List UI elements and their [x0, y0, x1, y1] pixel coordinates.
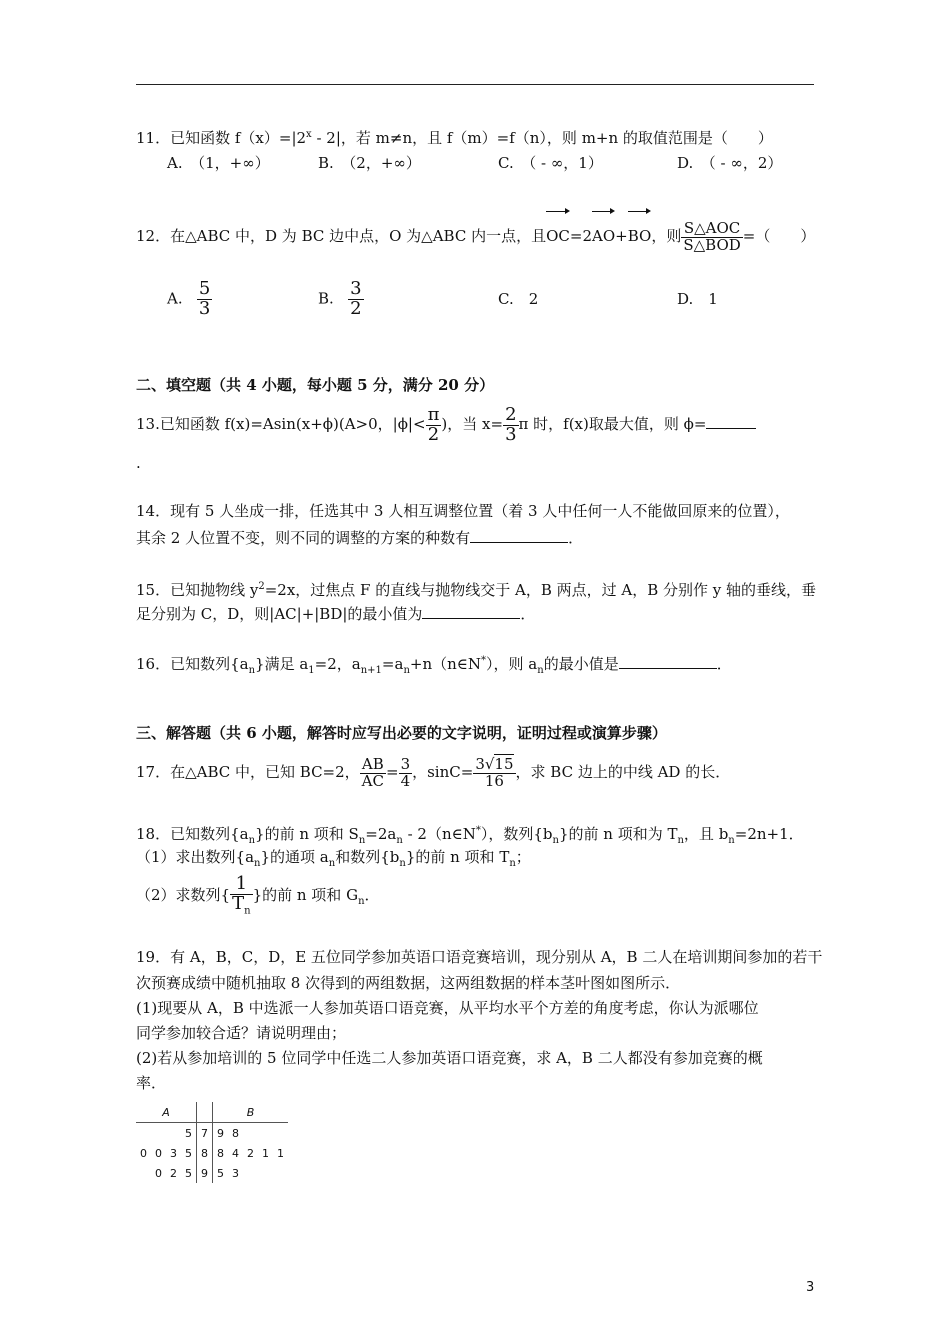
fraction-denominator: 3	[198, 297, 211, 319]
leaf-b	[243, 1123, 258, 1144]
q12-eq: =2	[569, 227, 593, 245]
q15-tail: ．	[520, 605, 536, 623]
q12-text: 在△ABC 中，D 为 BC 边中点，O 为△ABC 内一点，且	[170, 227, 547, 245]
q14-line-1: 14．现有 5 人坐成一排，任选其中 3 人相互调整位置（着 3 人中任何一人不能做回原来的位置），	[136, 502, 790, 520]
leaf-b: 1	[277, 1146, 284, 1160]
leaf-a	[136, 1123, 151, 1144]
q17-text: 17．在△ABC 中，已知 BC=2，	[136, 763, 360, 781]
fraction-denominator: AC	[361, 771, 384, 790]
q18-sub: n	[399, 858, 406, 869]
section-heading-fill-in: 二、填空题（共 4 小题，每小题 5 分，满分 20 分）	[136, 376, 495, 394]
q16-part: +n（n∈N	[409, 655, 482, 673]
answer-blank	[422, 604, 520, 619]
option-label: B.	[318, 289, 334, 308]
fraction-numerator: AB	[361, 754, 384, 773]
stem-value: 7	[197, 1123, 213, 1144]
group-a-label: A	[136, 1102, 197, 1123]
fraction-numerator: 3	[350, 278, 362, 299]
q12-number: 12．	[136, 227, 171, 245]
q13-mid: )，当 x=	[441, 415, 504, 433]
leaf-b	[273, 1123, 288, 1144]
leaf-a: 2	[170, 1166, 177, 1180]
q18-sub: n	[254, 858, 261, 869]
fraction-denominator: 2	[426, 425, 442, 445]
two-thirds-fraction	[503, 403, 518, 445]
q12-post: =（ ）	[742, 227, 816, 245]
q18-part: （1）求出数列{a	[136, 848, 255, 866]
stem-value: 9	[197, 1163, 213, 1183]
fraction-denominator: 2	[350, 297, 362, 319]
q13-post: π 时，f(x)取最大值，则 ϕ=	[518, 415, 707, 433]
fraction-numerator: 3√15	[475, 754, 514, 773]
page-number: 3	[806, 1280, 815, 1295]
leaf-a: 5	[185, 1126, 192, 1140]
leaf-a: 0	[155, 1146, 162, 1160]
q18-sup: *	[475, 825, 481, 836]
q15-text-2: 足分别为 C，D，则|AC|+|BD|的最小值为	[136, 605, 423, 623]
q18-part: ；	[515, 848, 531, 866]
q11-option-a: A. （1，+∞）	[167, 154, 270, 172]
q18-sub: n	[358, 896, 365, 907]
leaf-a: 5	[185, 1146, 192, 1160]
q19-line-5: (2)若从参加培训的 5 位同学中任选二人参加英语口语竞赛，求 A，B 二人都没有参加竞赛的概	[136, 1049, 763, 1067]
fraction-denominator: 3	[505, 423, 517, 445]
q11-text: 已知函数 f（x）=|2	[170, 129, 307, 147]
q19-line-4: 同学参加较合适？请说明理由；	[136, 1024, 347, 1042]
q11-sup: x	[306, 129, 312, 140]
stem-header	[197, 1102, 213, 1123]
q16-tail: ．	[716, 655, 732, 673]
q11-option-b: B. （2，+∞）	[318, 154, 421, 172]
q16-part: }满足 a	[255, 655, 309, 673]
group-b-label: B	[213, 1102, 289, 1123]
fraction-numerator: 2	[505, 403, 517, 425]
fraction-denominator: 16	[473, 773, 515, 790]
q16-part: 的最小值是	[543, 655, 619, 673]
q18-sub: n	[396, 835, 403, 846]
stem-leaf-plot	[136, 1102, 288, 1183]
fraction-denominator: 4	[400, 771, 411, 790]
leaf-b: 8	[232, 1126, 239, 1140]
one-over-tn-fraction	[230, 875, 252, 917]
q11-option-c: C. （ - ∞，1）	[498, 154, 603, 172]
q14-line-2	[136, 527, 583, 549]
vector-bo: BO	[628, 214, 652, 258]
q11-number: 11．	[136, 129, 171, 147]
q18-part: ，且 b	[683, 825, 729, 843]
pi-over-2-fraction	[426, 403, 442, 445]
leaf-b	[258, 1123, 273, 1144]
q12-then: ，则	[651, 227, 682, 245]
radicand: 15	[494, 754, 514, 773]
fraction-numerator: 5	[198, 278, 211, 299]
q15-sup: 2	[258, 581, 265, 592]
option-a-fraction	[197, 280, 212, 319]
leaf-a	[136, 1163, 151, 1183]
q18-part: 18．已知数列{a	[136, 825, 249, 843]
q16-sup: *	[481, 655, 487, 666]
leaf-a	[166, 1123, 181, 1144]
answer-blank	[706, 414, 756, 429]
question-13	[136, 402, 756, 446]
fraction-numerator: 1	[235, 873, 248, 894]
q18-sub: n	[509, 858, 516, 869]
leaf-a: 0	[155, 1166, 162, 1180]
q11-text-end: - 2|，若 m≠n，且 f（m）=f（n），则 m+n 的取值范围是（ ）	[311, 129, 773, 147]
question-16	[136, 650, 732, 682]
q17-eq: =	[385, 763, 399, 781]
fraction-denominator: S△BOD	[683, 235, 741, 254]
q13-text: 13.已知函数 f(x)=Asin(x+ϕ)(A>0，|ϕ|<	[136, 415, 426, 433]
answer-blank	[619, 654, 717, 669]
leaf-b: 5	[217, 1166, 224, 1180]
q15-line-1	[136, 576, 816, 601]
q17-mid: ，sinC=	[412, 763, 474, 781]
q18-part: 和数列{b	[335, 848, 400, 866]
q12-option-a	[167, 280, 212, 319]
q17-post: ，求 BC 边上的中线 AD 的长．	[515, 763, 731, 781]
q18-sub: n	[677, 835, 684, 846]
leaf-a: 5	[185, 1166, 192, 1180]
q18-part: （2）求数列{	[136, 886, 231, 904]
leaf-a	[151, 1123, 166, 1144]
vector-ao: AO	[592, 214, 615, 258]
q18-sub: n	[358, 835, 366, 846]
q12-option-d: D. 1	[677, 290, 718, 308]
header-rule	[136, 84, 814, 85]
q12-plus: +	[615, 227, 628, 245]
q18-part: }的前 n 项和 G	[252, 886, 359, 904]
leaf-b	[243, 1163, 258, 1183]
leaf-b: 8	[217, 1146, 224, 1160]
three-quarters-fraction	[399, 754, 413, 790]
question-11	[136, 124, 773, 149]
stem-leaf-row	[136, 1143, 288, 1163]
leaf-a: 3	[170, 1146, 177, 1160]
q19-line-3: (1)现要从 A，B 中选派一人参加英语口语竞赛，从平均水平个方差的角度考虑，你认为派哪位	[136, 999, 759, 1017]
q18-sub: n	[328, 858, 336, 869]
q16-part: 16．已知数列{a	[136, 655, 249, 673]
stem-leaf-row	[136, 1163, 288, 1183]
t-subscript: n	[244, 905, 251, 917]
q16-sub: 1	[308, 665, 315, 676]
leaf-b: 1	[262, 1146, 269, 1160]
fraction-numerator: π	[427, 403, 440, 425]
q19-line-1: 19．有 A，B，C，D，E 五位同学参加英语口语竞赛培训，现分别从 A，B 二人在培训期间参加的若干	[136, 948, 823, 966]
ab-over-ac-fraction	[360, 754, 386, 790]
q18-line-3	[136, 870, 380, 927]
leaf-b: 2	[247, 1146, 254, 1160]
q11-option-d: D. （ - ∞，2）	[677, 154, 783, 172]
leaf-b	[273, 1163, 288, 1183]
q18-part: =2a	[365, 825, 397, 843]
option-b-fraction	[348, 280, 363, 319]
q18-part: ），数列{b	[480, 825, 553, 843]
question-12	[136, 214, 815, 258]
fraction-denominator	[230, 894, 252, 917]
section-heading-answer: 三、解答题（共 6 小题，解答时应写出必要的文字说明，证明过程或演算步骤）	[136, 724, 667, 742]
q15-text: 15．已知抛物线 y	[136, 581, 259, 599]
q16-sub: n	[537, 665, 544, 676]
q18-sub: n	[552, 835, 559, 846]
vector-oc: OC	[546, 214, 570, 258]
q18-sub: n	[728, 835, 735, 846]
answer-blank	[470, 528, 568, 543]
q18-part: ．	[364, 886, 380, 904]
q12-option-c: C. 2	[498, 290, 539, 308]
q18-part: }的前 n 项和 T	[405, 848, 510, 866]
q18-part: =2n+1．	[734, 825, 804, 843]
leaf-a: 0	[140, 1146, 147, 1160]
q16-part: ），则 a	[486, 655, 538, 673]
q13-tail: .	[136, 454, 141, 472]
q14-text: 其余 2 人位置不变，则不同的调整的方案的种数有	[136, 529, 471, 547]
stem-leaf-header	[136, 1102, 288, 1123]
coefficient: 3	[475, 754, 485, 773]
leaf-b: 3	[232, 1166, 239, 1180]
sinc-fraction	[473, 754, 515, 790]
q19-line-2: 次预赛成绩中随机抽取 8 次得到的两组数据，这两组数据的样本茎叶图如图所示．	[136, 974, 681, 992]
option-label: A.	[167, 289, 183, 308]
q15-line-2	[136, 603, 535, 625]
q16-part: =a	[381, 655, 404, 673]
leaf-b	[258, 1163, 273, 1183]
fraction-numerator: S△AOC	[683, 218, 741, 237]
fraction-numerator: 3	[400, 754, 411, 773]
stem-leaf-row	[136, 1123, 288, 1144]
stem-value: 8	[197, 1143, 213, 1163]
q18-part: }的前 n 项和 S	[255, 825, 359, 843]
q12-option-b	[318, 280, 364, 319]
q18-part: }的通项 a	[260, 848, 329, 866]
leaf-b: 4	[232, 1146, 239, 1160]
q18-sub: n	[248, 835, 256, 846]
leaf-b: 9	[217, 1126, 224, 1140]
q19-line-6: 率．	[136, 1074, 167, 1092]
q15-text-rest: =2x，过焦点 F 的直线与抛物线交于 A，B 两点，过 A，B 分别作 y 轴的垂线，垂	[264, 581, 817, 599]
q16-sub: n	[248, 665, 256, 676]
question-17	[136, 748, 730, 796]
q18-part: }的前 n 项和为 T	[558, 825, 678, 843]
q16-part: =2，a	[314, 655, 361, 673]
q14-tail: ．	[568, 529, 584, 547]
area-ratio-fraction	[681, 218, 742, 254]
q18-part: - 2（n∈N	[402, 825, 476, 843]
q16-sub: n	[403, 665, 410, 676]
q16-sub: n+1	[360, 665, 382, 676]
t-symbol: T	[232, 892, 245, 914]
